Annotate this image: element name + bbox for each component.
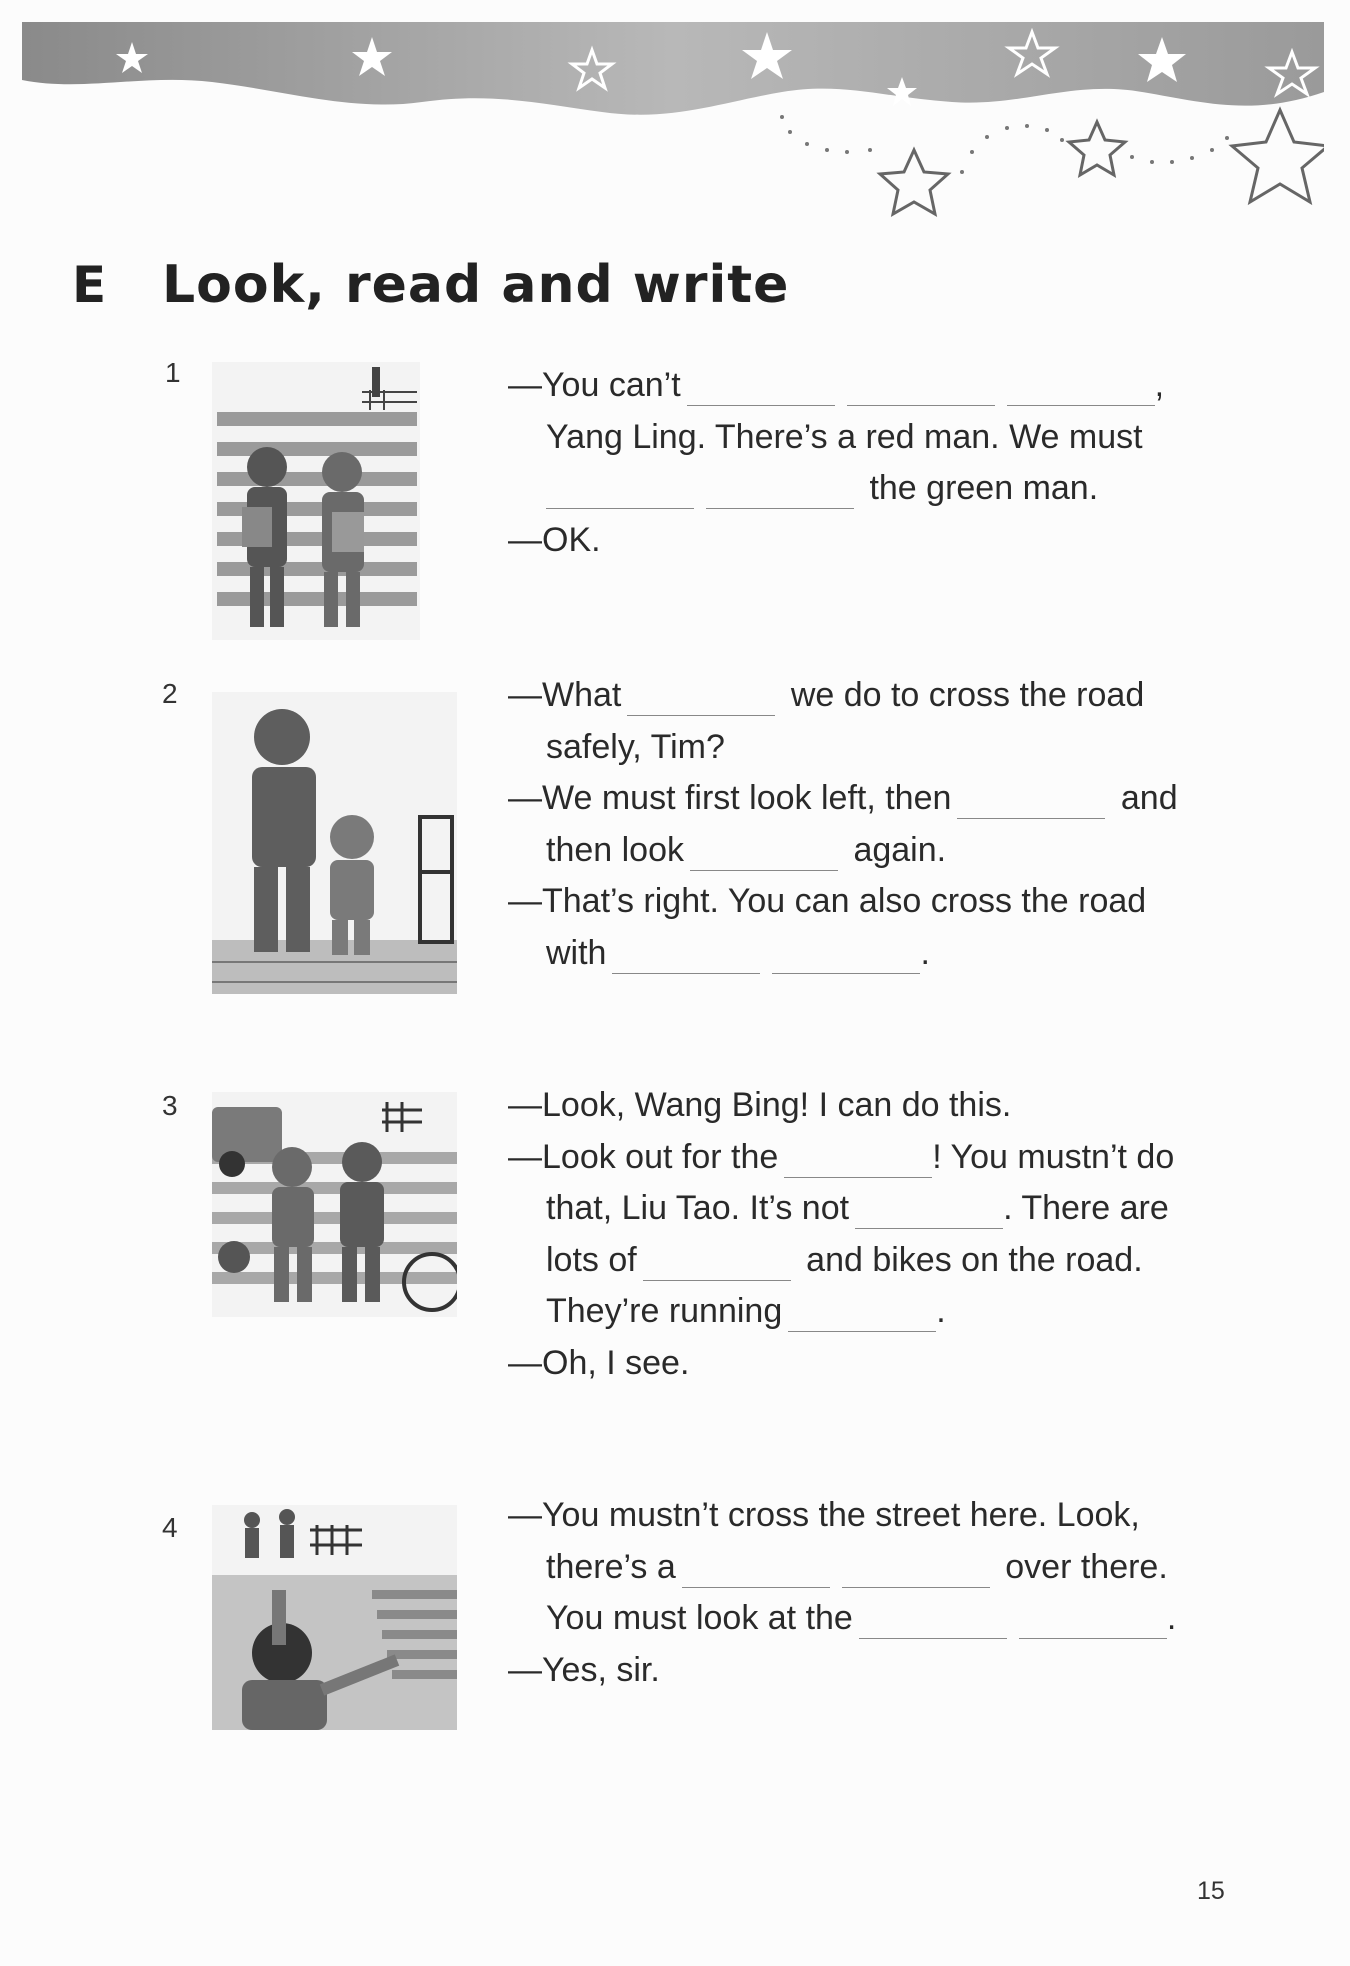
answer-blank[interactable] — [643, 1246, 791, 1281]
exercise-number: 1 — [165, 357, 181, 388]
star-banner — [22, 22, 1324, 222]
exercise-2-dialogue: —What we do to cross the road safely, Tim? —We must first look left, then and then look again. —That’s right. You can also cross the road with . — [508, 676, 1178, 972]
section-letter: E — [72, 256, 107, 314]
answer-blank[interactable] — [784, 1143, 932, 1178]
exercise-1-dialogue: —You can’t , Yang Ling. There’s a red man. We must the green man. —OK. — [508, 366, 1165, 559]
exercise-number: 3 — [162, 1090, 178, 1121]
answer-blank[interactable] — [1007, 371, 1155, 406]
answer-blank[interactable] — [847, 371, 995, 406]
answer-blank[interactable] — [627, 681, 775, 716]
star-outline-icon — [1232, 110, 1324, 202]
exercise-3-dialogue: —Look, Wang Bing! I can do this. —Look out for the ! You mustn’t do that, Liu Tao. It’s not . There are lots of and bikes on the road. They’re running . —Oh, I see. — [508, 1086, 1175, 1382]
answer-blank[interactable] — [1019, 1604, 1167, 1639]
answer-blank[interactable] — [706, 474, 854, 509]
answer-blank[interactable] — [690, 836, 838, 871]
illustration-boys-on-crossing — [212, 1092, 457, 1317]
exercise-4-dialogue: —You mustn’t cross the street here. Look, there’s a over there. You must look at the . —Yes, sir. — [508, 1496, 1177, 1689]
star-outline-icon — [1069, 122, 1125, 175]
answer-blank[interactable] — [612, 939, 760, 974]
illustration-crosswalk-red-man — [212, 362, 420, 640]
illustration-father-and-son — [212, 692, 457, 994]
section-title: Look, read and write — [162, 255, 790, 315]
answer-blank[interactable] — [842, 1553, 990, 1588]
page-number: 15 — [1197, 1877, 1225, 1905]
answer-blank[interactable] — [682, 1553, 830, 1588]
section-heading — [72, 255, 789, 315]
exercise-number: 2 — [162, 678, 178, 709]
answer-blank[interactable] — [957, 784, 1105, 819]
exercise-number: 4 — [162, 1512, 178, 1543]
answer-blank[interactable] — [855, 1194, 1003, 1229]
answer-blank[interactable] — [772, 939, 920, 974]
answer-blank[interactable] — [859, 1604, 1007, 1639]
star-outline-icon — [880, 150, 948, 214]
answer-blank[interactable] — [687, 371, 835, 406]
illustration-police-officer — [212, 1505, 457, 1730]
answer-blank[interactable] — [546, 474, 694, 509]
answer-blank[interactable] — [788, 1297, 936, 1332]
